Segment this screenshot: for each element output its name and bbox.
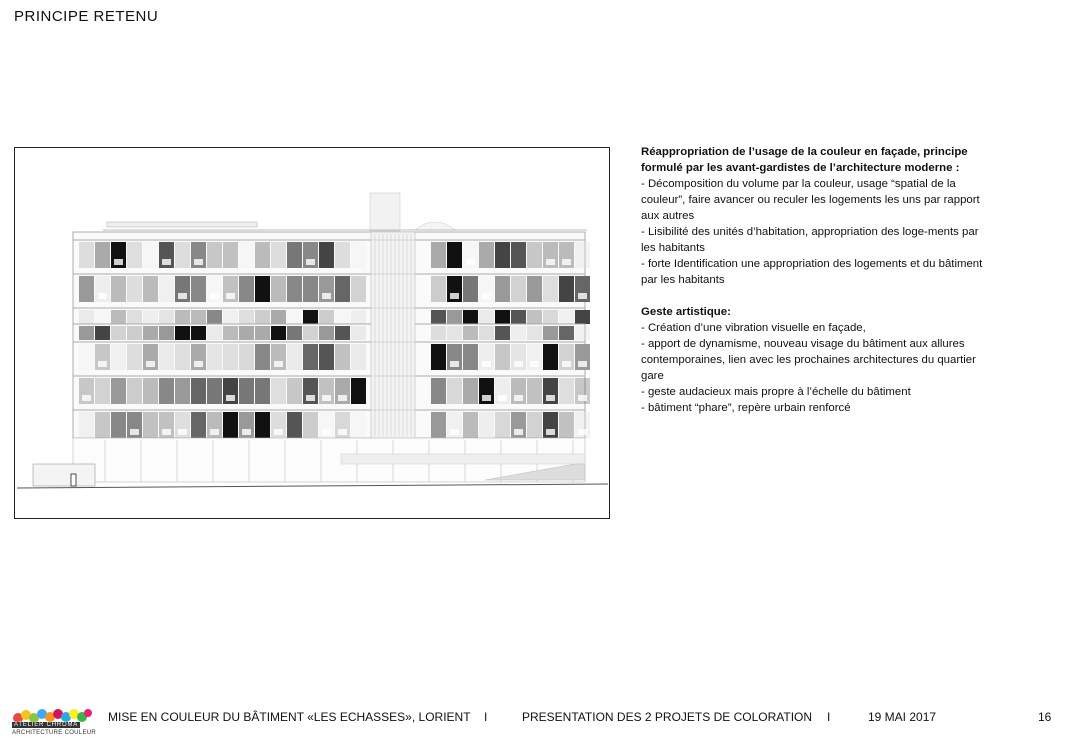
facade-panel xyxy=(431,310,446,324)
facade-panel xyxy=(527,378,542,404)
facade-panel xyxy=(463,412,478,438)
facade-panel xyxy=(159,378,174,404)
facade-panel xyxy=(223,242,238,268)
facade-panel xyxy=(207,378,222,404)
facade-panel xyxy=(223,344,238,370)
facade-panel xyxy=(127,326,142,340)
facade-panel xyxy=(255,378,270,404)
facade-panel xyxy=(239,242,254,268)
facade-panel xyxy=(431,344,446,370)
facade-panel xyxy=(463,310,478,324)
facade-panel xyxy=(239,310,254,324)
facade-panel xyxy=(111,310,126,324)
facade-panel xyxy=(335,344,350,370)
facade-panel xyxy=(111,326,126,340)
facade-panel xyxy=(511,310,526,324)
facade-panel xyxy=(143,412,158,438)
facade-panel xyxy=(175,326,190,340)
facade-panel xyxy=(351,310,366,324)
facade-panel xyxy=(431,242,446,268)
facade-panel xyxy=(111,344,126,370)
facade-panel xyxy=(303,276,318,302)
facade-panel xyxy=(95,378,110,404)
facade-panel xyxy=(159,310,174,324)
section2-heading: Geste artistique: xyxy=(641,306,731,318)
facade-panel xyxy=(527,326,542,340)
footer-separator: I xyxy=(484,710,488,724)
facade-panel xyxy=(559,378,574,404)
facade-panel xyxy=(431,412,446,438)
facade-panel xyxy=(95,326,110,340)
section2-item: - apport de dynamisme, nouveau visage du bâtiment aux allures contemporaines, lien avec les prochaines architectures du quartier gare xyxy=(641,338,976,382)
facade-panel xyxy=(287,310,302,324)
facade-panel xyxy=(255,242,270,268)
facade-panel xyxy=(559,326,574,340)
facade-panel xyxy=(431,276,446,302)
facade-panel xyxy=(527,276,542,302)
facade-panel xyxy=(159,276,174,302)
facade-panel xyxy=(271,310,286,324)
footer-separator: I xyxy=(827,710,831,724)
section1-heading: Réappropriation de l’usage de la couleur en façade, principe formulé par les avant-gardistes de l’architecture moderne : xyxy=(641,146,968,174)
facade-panel xyxy=(287,412,302,438)
facade-panel xyxy=(255,412,270,438)
facade-panel xyxy=(575,326,590,340)
facade-panel xyxy=(351,378,366,404)
description-text xyxy=(641,144,986,416)
facade-elevation-drawing xyxy=(14,147,610,519)
section2-item: - Création d’une vibration visuelle en façade, xyxy=(641,322,866,334)
facade-panel xyxy=(287,242,302,268)
facade-panel xyxy=(95,310,110,324)
footer-project: MISE EN COULEUR DU BÂTIMENT «LES ECHASSES», LORIENT xyxy=(108,710,471,724)
facade-panel xyxy=(175,242,190,268)
facade-panel xyxy=(463,276,478,302)
facade-panel xyxy=(495,412,510,438)
facade-panel xyxy=(479,310,494,324)
facade-panel xyxy=(175,344,190,370)
facade-panel xyxy=(495,276,510,302)
facade-panel xyxy=(175,378,190,404)
facade-panel xyxy=(511,276,526,302)
facade-panel xyxy=(303,344,318,370)
facade-panel xyxy=(95,242,110,268)
facade-panel xyxy=(239,326,254,340)
facade-panel xyxy=(335,326,350,340)
facade-panel xyxy=(143,242,158,268)
facade-panel xyxy=(207,344,222,370)
facade-panel xyxy=(351,276,366,302)
facade-panel xyxy=(319,242,334,268)
facade-panel xyxy=(143,326,158,340)
facade-panel xyxy=(287,344,302,370)
facade-panel xyxy=(527,242,542,268)
facade-panel xyxy=(223,310,238,324)
facade-panel xyxy=(495,326,510,340)
facade-panel xyxy=(287,326,302,340)
facade-panel xyxy=(463,344,478,370)
facade-panel xyxy=(271,276,286,302)
facade-panel xyxy=(543,344,558,370)
facade-panel xyxy=(527,412,542,438)
section2-item: - geste audacieux mais propre à l’échelle du bâtiment xyxy=(641,386,911,398)
facade-panel xyxy=(335,242,350,268)
facade-panel xyxy=(447,310,462,324)
facade-panel xyxy=(191,378,206,404)
facade-panel xyxy=(431,326,446,340)
facade-panel xyxy=(79,276,94,302)
facade-panel xyxy=(559,412,574,438)
facade-panel xyxy=(127,242,142,268)
facade-panel xyxy=(239,378,254,404)
facade-panel xyxy=(559,276,574,302)
facade-panel xyxy=(559,310,574,324)
facade-panel xyxy=(495,242,510,268)
paragraph-spacer xyxy=(641,288,986,304)
facade-panel xyxy=(143,378,158,404)
facade-panel xyxy=(511,242,526,268)
facade-panel xyxy=(463,326,478,340)
facade-panel xyxy=(111,412,126,438)
facade-panel xyxy=(143,310,158,324)
facade-panel xyxy=(319,310,334,324)
facade-panel xyxy=(255,326,270,340)
facade-panel xyxy=(511,326,526,340)
facade-panel xyxy=(255,276,270,302)
logo-wordmark: ATELIER CHROMA xyxy=(14,722,79,728)
facade-panel xyxy=(303,310,318,324)
facade-panel xyxy=(447,326,462,340)
facade-panel xyxy=(479,326,494,340)
facade-panel xyxy=(127,310,142,324)
facade-panel xyxy=(127,276,142,302)
facade-panel xyxy=(79,242,94,268)
facade-panel xyxy=(543,276,558,302)
facade-panel xyxy=(575,310,590,324)
facade-panel xyxy=(239,344,254,370)
facade-panel xyxy=(271,326,286,340)
facade-panel xyxy=(447,242,462,268)
facade-panel xyxy=(479,242,494,268)
section1-item: - Lisibilité des unités d’habitation, appropriation des loge-ments par les habitants xyxy=(641,226,979,254)
facade-panel xyxy=(223,326,238,340)
facade-panel xyxy=(527,310,542,324)
facade-panel xyxy=(351,344,366,370)
section1-item: - Décomposition du volume par la couleur, usage “spatial de la couleur”, faire avancer ou reculer les logements les uns par rapport aux autres xyxy=(641,178,980,222)
facade-panel xyxy=(335,276,350,302)
facade-panel xyxy=(191,412,206,438)
facade-panel xyxy=(127,344,142,370)
facade-panel xyxy=(287,378,302,404)
facade-panel xyxy=(447,378,462,404)
facade-panel xyxy=(79,412,94,438)
facade-panel xyxy=(431,378,446,404)
facade-panel xyxy=(335,310,350,324)
facade-panel xyxy=(255,344,270,370)
facade-panel xyxy=(543,310,558,324)
footer-presentation: PRESENTATION DES 2 PROJETS DE COLORATION xyxy=(522,710,813,724)
facade-panel xyxy=(543,326,558,340)
facade-panel xyxy=(143,276,158,302)
facade-panel xyxy=(271,378,286,404)
facade-panel xyxy=(111,378,126,404)
facade-elevation-svg xyxy=(15,148,608,517)
facade-panel xyxy=(79,344,94,370)
facade-panel xyxy=(351,242,366,268)
facade-panel xyxy=(207,326,222,340)
facade-panel xyxy=(175,310,190,324)
facade-panel xyxy=(191,326,206,340)
facade-panel xyxy=(495,310,510,324)
facade-panel xyxy=(223,412,238,438)
facade-panel xyxy=(271,242,286,268)
facade-panel xyxy=(191,310,206,324)
facade-panel xyxy=(79,310,94,324)
footer xyxy=(0,700,1065,739)
logo-tagline: ARCHITECTURE COULEUR xyxy=(12,730,97,736)
page-number: 16 xyxy=(1038,710,1052,724)
facade-panel xyxy=(319,326,334,340)
facade-panel xyxy=(479,412,494,438)
facade-panel xyxy=(495,344,510,370)
facade-panel xyxy=(191,276,206,302)
facade-panel xyxy=(463,378,478,404)
facade-panel xyxy=(239,276,254,302)
facade-panel xyxy=(127,378,142,404)
footer-date: 19 MAI 2017 xyxy=(868,710,937,724)
facade-panel xyxy=(111,276,126,302)
facade-panel xyxy=(319,344,334,370)
facade-panel xyxy=(287,276,302,302)
facade-panel xyxy=(159,344,174,370)
facade-panel xyxy=(303,412,318,438)
facade-panel xyxy=(207,310,222,324)
section2-item: - bâtiment “phare”, repère urbain renforcé xyxy=(641,402,851,414)
facade-panel xyxy=(351,412,366,438)
section1-item: - forte Identification une appropriation des logements et du bâtiment par les habitants xyxy=(641,258,983,286)
facade-panel xyxy=(303,326,318,340)
facade-panel xyxy=(95,412,110,438)
facade-panel xyxy=(575,242,590,268)
facade-panel xyxy=(255,310,270,324)
facade-panel xyxy=(79,326,94,340)
page-title: PRINCIPE RETENU xyxy=(14,8,159,25)
facade-panel xyxy=(207,242,222,268)
facade-panel xyxy=(159,326,174,340)
facade-panel xyxy=(351,326,366,340)
